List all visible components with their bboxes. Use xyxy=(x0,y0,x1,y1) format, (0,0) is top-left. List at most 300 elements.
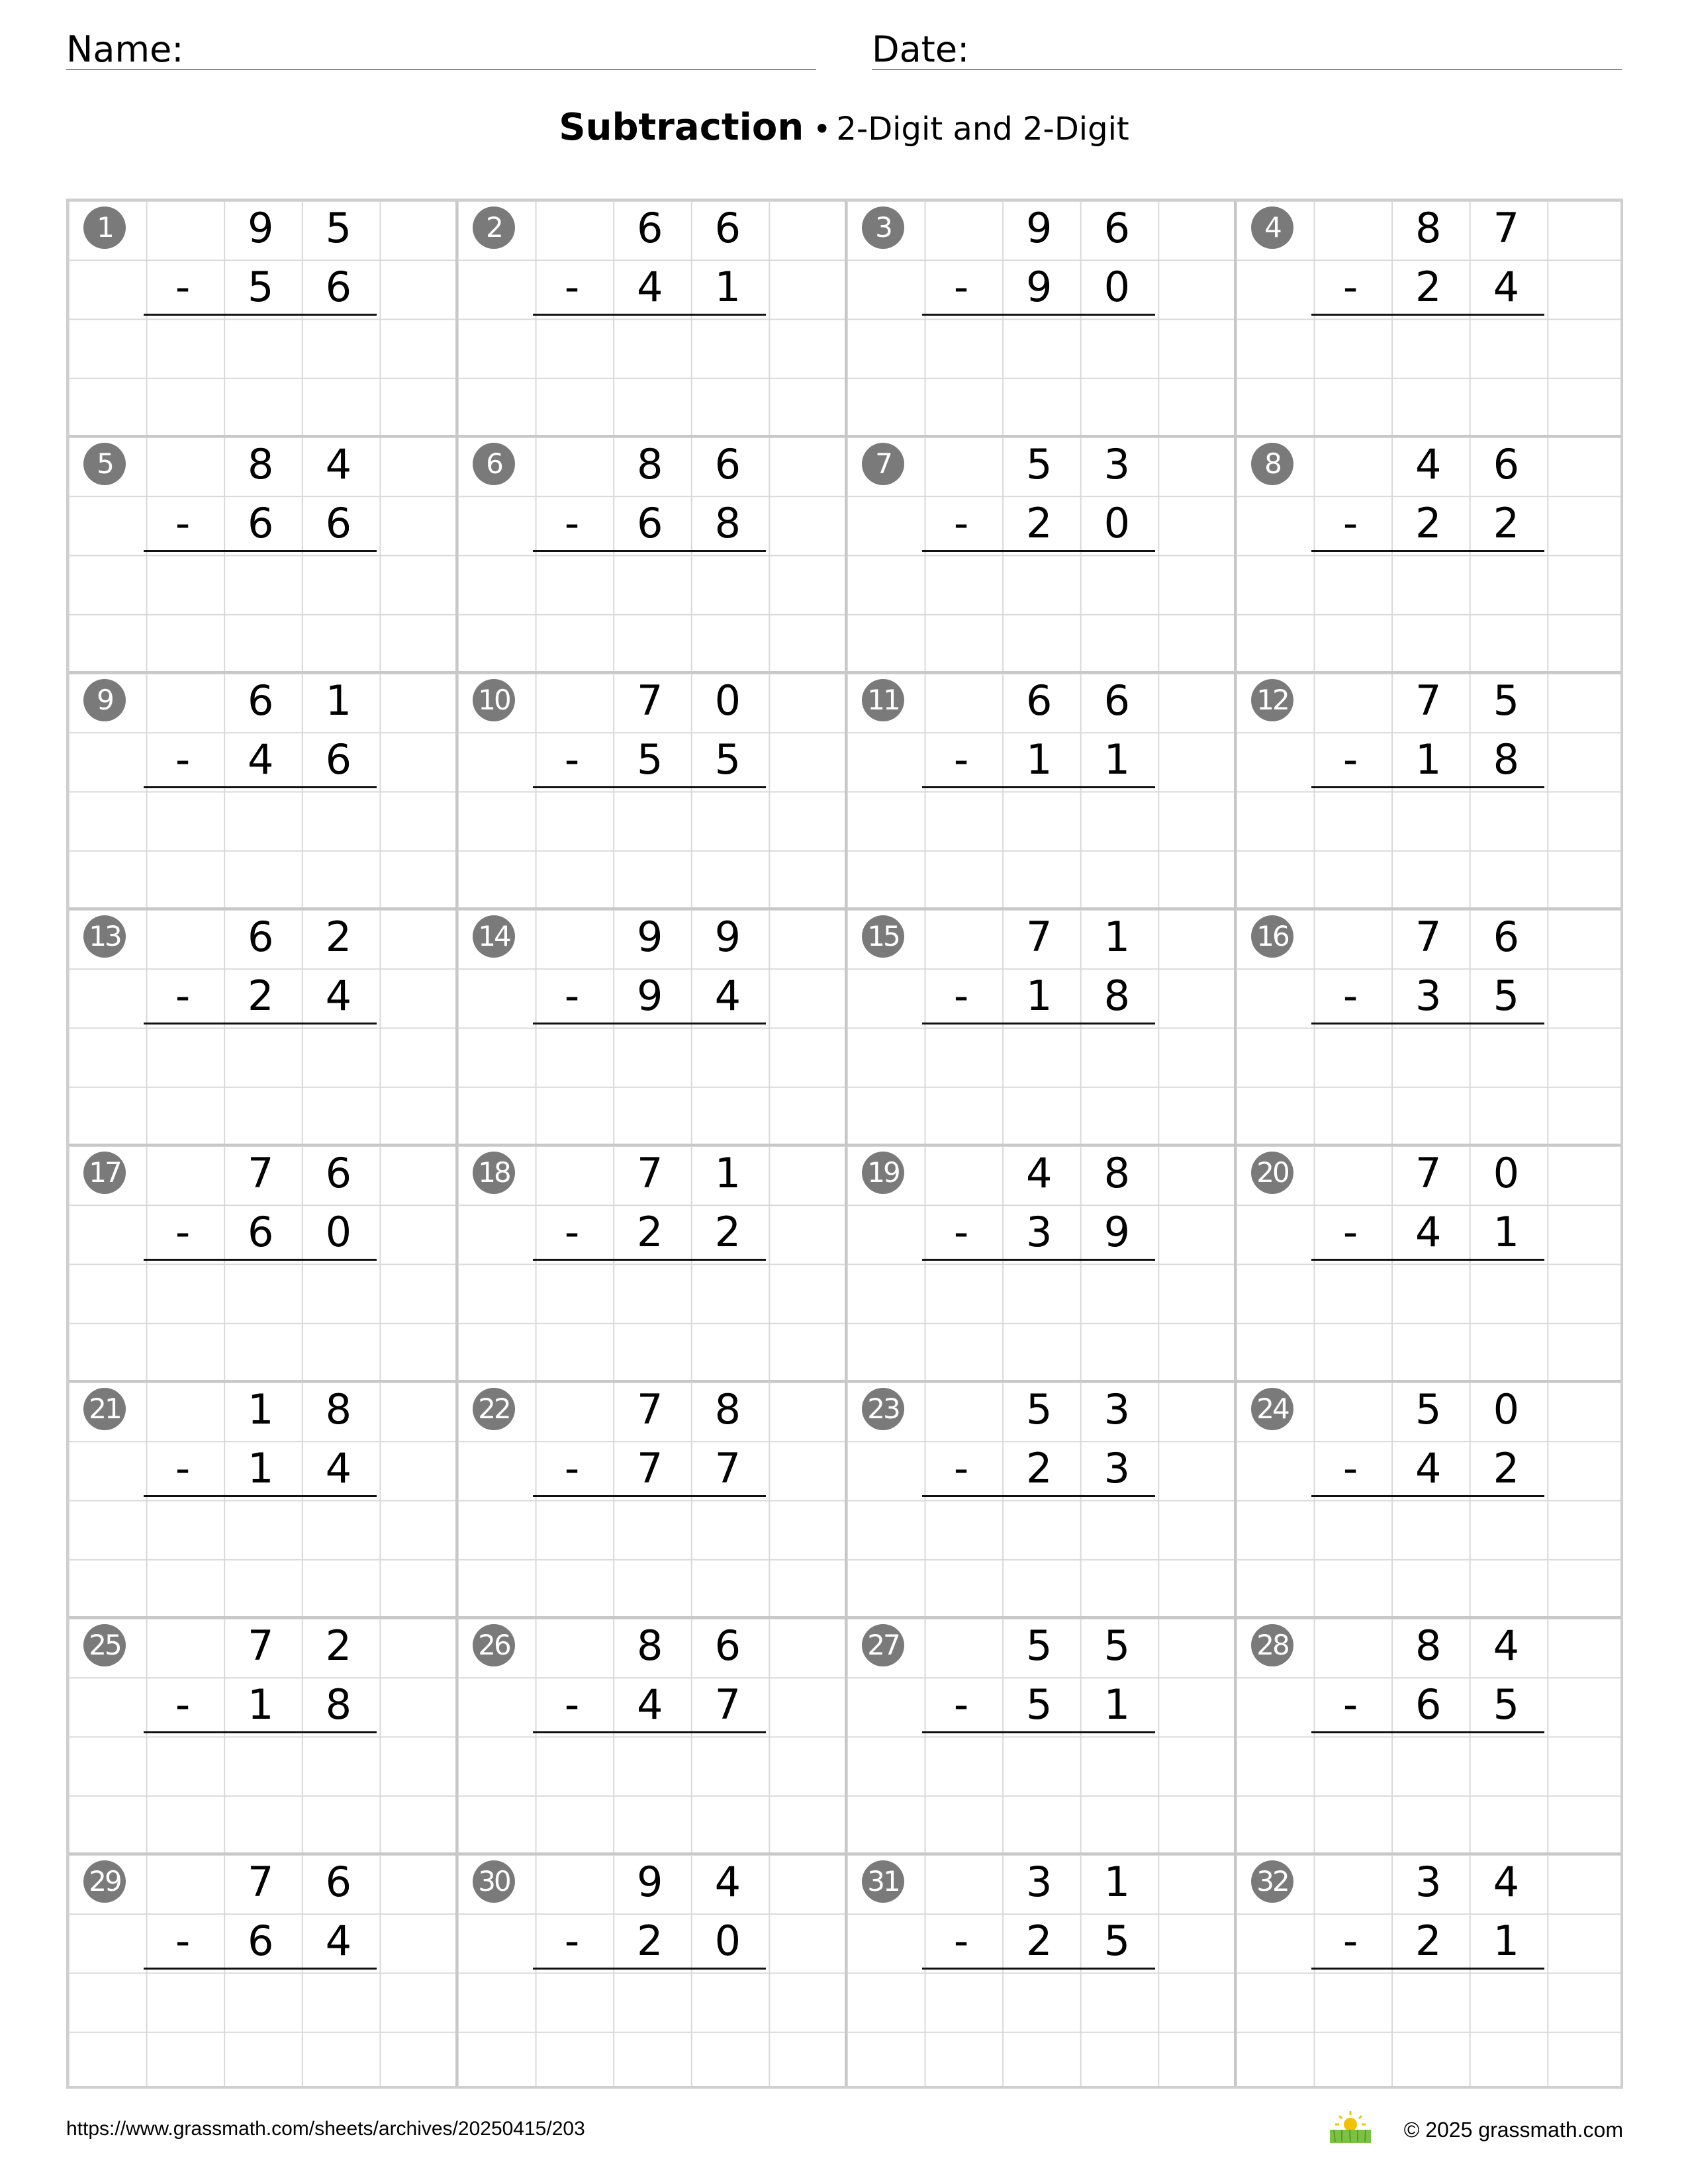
answer-space[interactable] xyxy=(922,789,1155,901)
minuend-digit: 7 xyxy=(1415,913,1442,961)
problem-number-badge: 21 xyxy=(83,1388,126,1430)
problem-number-badge: 8 xyxy=(1251,443,1293,485)
subtrahend-digit: 8 xyxy=(1103,972,1131,1021)
subtrahend-digit: 5 xyxy=(714,735,741,784)
subtrahend-digit: 6 xyxy=(325,735,352,784)
answer-space[interactable] xyxy=(922,1970,1155,2083)
problem-number-badge: 2 xyxy=(473,206,515,249)
subtrahend-digit: 2 xyxy=(1415,263,1442,312)
minus-sign: - xyxy=(175,263,191,312)
problem-number-badge: 9 xyxy=(83,679,126,721)
minus-sign: - xyxy=(953,1444,969,1493)
subtrahend-digit: 4 xyxy=(636,263,663,312)
problem-24 xyxy=(1234,1380,1623,1616)
answer-space[interactable] xyxy=(533,1498,766,1610)
subtrahend-digit: 7 xyxy=(714,1444,741,1493)
answer-space[interactable] xyxy=(922,1261,1155,1374)
subtrahend-digit: 6 xyxy=(1415,1680,1442,1729)
minus-sign: - xyxy=(1342,1917,1358,1966)
subtrahend-digit: 6 xyxy=(247,499,274,548)
problem-number-badge: 29 xyxy=(83,1860,126,1903)
minus-sign: - xyxy=(175,1917,191,1966)
answer-rule xyxy=(922,786,1155,788)
subtrahend-digit: 2 xyxy=(247,972,274,1021)
minus-sign: - xyxy=(175,499,191,548)
problem-22 xyxy=(455,1380,845,1616)
problem-number-badge: 30 xyxy=(473,1860,515,1903)
subtrahend-digit: 5 xyxy=(636,735,663,784)
subtrahend-digit: 5 xyxy=(247,263,274,312)
problem-number-badge: 14 xyxy=(473,915,515,958)
answer-space[interactable] xyxy=(144,789,377,901)
minuend-digit: 7 xyxy=(1493,204,1520,252)
problem-17 xyxy=(66,1144,455,1380)
problem-number-badge: 11 xyxy=(862,679,904,721)
problem-number-badge: 15 xyxy=(862,915,904,958)
answer-rule xyxy=(144,550,377,552)
minuend-digit: 1 xyxy=(247,1385,274,1433)
minuend-digit: 1 xyxy=(1103,1858,1131,1906)
subtrahend-digit: 1 xyxy=(1103,1680,1131,1729)
problem-1 xyxy=(66,199,455,435)
problem-32 xyxy=(1234,1852,1623,2089)
problem-number-badge: 18 xyxy=(473,1152,515,1194)
minuend-digit: 8 xyxy=(1415,1621,1442,1670)
minus-sign: - xyxy=(1342,1444,1358,1493)
answer-space[interactable] xyxy=(144,1025,377,1138)
answer-space[interactable] xyxy=(533,1970,766,2083)
minus-sign: - xyxy=(1342,499,1358,548)
answer-space[interactable] xyxy=(533,1734,766,1846)
problem-number-badge: 22 xyxy=(473,1388,515,1430)
subtrahend-digit: 2 xyxy=(714,1208,741,1257)
minuend-digit: 8 xyxy=(714,1385,741,1433)
answer-space[interactable] xyxy=(1311,1734,1544,1846)
minuend-digit: 6 xyxy=(1025,676,1053,725)
sun-over-grass-icon xyxy=(1327,2110,1374,2144)
subtrahend-digit: 1 xyxy=(1103,735,1131,784)
problem-number-badge: 23 xyxy=(862,1388,904,1430)
subtrahend-digit: 4 xyxy=(247,735,274,784)
minuend-digit: 0 xyxy=(1493,1385,1520,1433)
problem-number-badge: 10 xyxy=(473,679,515,721)
problem-number-badge: 7 xyxy=(862,443,904,485)
subtrahend-digit: 0 xyxy=(1103,263,1131,312)
answer-space[interactable] xyxy=(1311,553,1544,665)
minuend-digit: 2 xyxy=(325,913,352,961)
minus-sign: - xyxy=(953,972,969,1021)
subtrahend-digit: 2 xyxy=(636,1917,663,1966)
problem-number-badge: 25 xyxy=(83,1624,126,1666)
answer-rule xyxy=(1311,1023,1544,1024)
subtrahend-digit: 1 xyxy=(247,1444,274,1493)
answer-space[interactable] xyxy=(1311,316,1544,429)
answer-space[interactable] xyxy=(922,1025,1155,1138)
problem-15 xyxy=(845,907,1234,1144)
answer-space[interactable] xyxy=(922,1734,1155,1846)
minus-sign: - xyxy=(564,972,580,1021)
subtrahend-digit: 0 xyxy=(325,1208,352,1257)
answer-space[interactable] xyxy=(533,316,766,429)
minuend-digit: 7 xyxy=(247,1149,274,1197)
problem-number-badge: 32 xyxy=(1251,1860,1293,1903)
subtrahend-digit: 7 xyxy=(636,1444,663,1493)
minuend-digit: 6 xyxy=(636,204,663,252)
problem-18 xyxy=(455,1144,845,1380)
minus-sign: - xyxy=(564,263,580,312)
subtrahend-digit: 6 xyxy=(325,499,352,548)
answer-rule xyxy=(144,1968,377,1970)
minuend-digit: 3 xyxy=(1025,1858,1053,1906)
minuend-digit: 7 xyxy=(636,676,663,725)
minuend-digit: 7 xyxy=(636,1385,663,1433)
subtrahend-digit: 7 xyxy=(714,1680,741,1729)
subtrahend-digit: 4 xyxy=(325,1917,352,1966)
subtrahend-digit: 4 xyxy=(325,1444,352,1493)
subtrahend-digit: 3 xyxy=(1415,972,1442,1021)
problem-number-badge: 17 xyxy=(83,1152,126,1194)
subtrahend-digit: 0 xyxy=(1103,499,1131,548)
subtrahend-digit: 5 xyxy=(1103,1917,1131,1966)
subtrahend-digit: 9 xyxy=(636,972,663,1021)
answer-rule xyxy=(922,1968,1155,1970)
problem-13 xyxy=(66,907,455,1144)
minuend-digit: 4 xyxy=(1025,1149,1053,1197)
minuend-digit: 3 xyxy=(1415,1858,1442,1906)
minuend-digit: 4 xyxy=(1493,1858,1520,1906)
problem-grid xyxy=(66,199,1623,2089)
answer-rule xyxy=(533,550,766,552)
problem-31 xyxy=(845,1852,1234,2089)
answer-space[interactable] xyxy=(1311,1261,1544,1374)
subtrahend-digit: 9 xyxy=(1103,1208,1131,1257)
subtrahend-digit: 6 xyxy=(636,499,663,548)
minuend-digit: 1 xyxy=(325,676,352,725)
minuend-digit: 8 xyxy=(636,440,663,488)
name-label: Name: xyxy=(66,28,184,70)
answer-rule xyxy=(1311,1968,1544,1970)
minuend-digit: 6 xyxy=(325,1858,352,1906)
subtrahend-digit: 9 xyxy=(1025,263,1053,312)
answer-rule xyxy=(1311,314,1544,316)
minuend-digit: 2 xyxy=(325,1621,352,1670)
subtrahend-digit: 2 xyxy=(1493,499,1520,548)
answer-rule xyxy=(922,550,1155,552)
problem-14 xyxy=(455,907,845,1144)
answer-rule xyxy=(1311,1731,1544,1733)
title-subtitle: 2-Digit and 2-Digit xyxy=(836,111,1129,148)
subtrahend-digit: 5 xyxy=(1493,972,1520,1021)
answer-space[interactable] xyxy=(922,1498,1155,1610)
answer-rule xyxy=(533,1731,766,1733)
date-label: Date: xyxy=(872,28,970,70)
subtrahend-digit: 4 xyxy=(1415,1208,1442,1257)
answer-space[interactable] xyxy=(922,553,1155,665)
minuend-digit: 5 xyxy=(1025,1385,1053,1433)
subtrahend-digit: 1 xyxy=(247,1680,274,1729)
answer-rule xyxy=(1311,1259,1544,1261)
subtrahend-digit: 4 xyxy=(1493,263,1520,312)
minuend-digit: 4 xyxy=(1415,440,1442,488)
minus-sign: - xyxy=(1342,972,1358,1021)
minus-sign: - xyxy=(953,499,969,548)
minus-sign: - xyxy=(175,1680,191,1729)
minuend-digit: 1 xyxy=(714,1149,741,1197)
answer-rule xyxy=(922,1495,1155,1497)
minus-sign: - xyxy=(1342,1680,1358,1729)
answer-rule xyxy=(533,1023,766,1024)
minuend-digit: 9 xyxy=(636,913,663,961)
answer-space[interactable] xyxy=(533,1261,766,1374)
problem-number-badge: 3 xyxy=(862,206,904,249)
minus-sign: - xyxy=(1342,263,1358,312)
subtrahend-digit: 2 xyxy=(1025,499,1053,548)
subtrahend-digit: 2 xyxy=(1415,499,1442,548)
minuend-digit: 5 xyxy=(1103,1621,1131,1670)
minuend-digit: 6 xyxy=(714,204,741,252)
answer-rule xyxy=(533,786,766,788)
problem-16 xyxy=(1234,907,1623,1144)
subtrahend-digit: 3 xyxy=(1103,1444,1131,1493)
problem-10 xyxy=(455,671,845,907)
answer-rule xyxy=(144,1023,377,1024)
problem-number-badge: 24 xyxy=(1251,1388,1293,1430)
minuend-digit: 5 xyxy=(1025,440,1053,488)
minus-sign: - xyxy=(175,972,191,1021)
minus-sign: - xyxy=(564,499,580,548)
answer-rule xyxy=(1311,1495,1544,1497)
answer-rule xyxy=(533,1259,766,1261)
problem-7 xyxy=(845,435,1234,671)
minuend-digit: 6 xyxy=(247,913,274,961)
problem-26 xyxy=(455,1616,845,1852)
worksheet-title xyxy=(0,106,1688,149)
problem-number-badge: 26 xyxy=(473,1624,515,1666)
subtrahend-digit: 1 xyxy=(714,263,741,312)
answer-space[interactable] xyxy=(533,789,766,901)
answer-space[interactable] xyxy=(144,1970,377,2083)
answer-rule xyxy=(1311,786,1544,788)
problem-number-badge: 13 xyxy=(83,915,126,958)
problem-29 xyxy=(66,1852,455,2089)
problem-23 xyxy=(845,1380,1234,1616)
subtrahend-digit: 8 xyxy=(325,1680,352,1729)
minuend-digit: 7 xyxy=(247,1858,274,1906)
footer-copyright: © 2025 grassmath.com xyxy=(1403,2118,1623,2142)
subtrahend-digit: 3 xyxy=(1025,1208,1053,1257)
minus-sign: - xyxy=(564,1444,580,1493)
problem-number-badge: 4 xyxy=(1251,206,1293,249)
subtrahend-digit: 2 xyxy=(1025,1917,1053,1966)
problem-number-badge: 12 xyxy=(1251,679,1293,721)
minuend-digit: 6 xyxy=(1103,204,1131,252)
minus-sign: - xyxy=(564,1680,580,1729)
problem-2 xyxy=(455,199,845,435)
answer-rule xyxy=(533,1495,766,1497)
minuend-digit: 3 xyxy=(1103,440,1131,488)
problem-number-badge: 6 xyxy=(473,443,515,485)
answer-rule xyxy=(1311,550,1544,552)
problem-number-badge: 28 xyxy=(1251,1624,1293,1666)
subtrahend-digit: 1 xyxy=(1415,735,1442,784)
answer-space[interactable] xyxy=(144,553,377,665)
minus-sign: - xyxy=(1342,1208,1358,1257)
answer-space[interactable] xyxy=(1311,1970,1544,2083)
minus-sign: - xyxy=(953,263,969,312)
minus-sign: - xyxy=(564,735,580,784)
problem-3 xyxy=(845,199,1234,435)
minuend-digit: 8 xyxy=(325,1385,352,1433)
minuend-digit: 8 xyxy=(1103,1149,1131,1197)
minuend-digit: 6 xyxy=(714,1621,741,1670)
answer-space[interactable] xyxy=(533,553,766,665)
minuend-digit: 5 xyxy=(1493,676,1520,725)
minuend-digit: 6 xyxy=(1493,440,1520,488)
minuend-digit: 8 xyxy=(1415,204,1442,252)
subtrahend-digit: 6 xyxy=(247,1208,274,1257)
answer-space[interactable] xyxy=(144,1734,377,1846)
minuend-digit: 8 xyxy=(247,440,274,488)
minuend-digit: 7 xyxy=(1415,676,1442,725)
minuend-digit: 0 xyxy=(714,676,741,725)
problem-9 xyxy=(66,671,455,907)
answer-rule xyxy=(144,1495,377,1497)
subtrahend-digit: 2 xyxy=(1025,1444,1053,1493)
minuend-digit: 9 xyxy=(714,913,741,961)
minuend-digit: 6 xyxy=(714,440,741,488)
minus-sign: - xyxy=(953,1917,969,1966)
minuend-digit: 5 xyxy=(1415,1385,1442,1433)
subtrahend-digit: 8 xyxy=(714,499,741,548)
subtrahend-digit: 1 xyxy=(1025,972,1053,1021)
problem-number-badge: 27 xyxy=(862,1624,904,1666)
problem-19 xyxy=(845,1144,1234,1380)
answer-space[interactable] xyxy=(144,1261,377,1374)
subtrahend-digit: 2 xyxy=(636,1208,663,1257)
problem-5 xyxy=(66,435,455,671)
subtrahend-digit: 0 xyxy=(714,1917,741,1966)
problem-number-badge: 31 xyxy=(862,1860,904,1903)
answer-rule xyxy=(533,314,766,316)
problem-12 xyxy=(1234,671,1623,907)
minus-sign: - xyxy=(953,1208,969,1257)
problem-number-badge: 16 xyxy=(1251,915,1293,958)
footer-url: https://www.grassmath.com/sheets/archives/20250415/203 xyxy=(66,2118,585,2140)
minus-sign: - xyxy=(953,1680,969,1729)
subtrahend-digit: 5 xyxy=(1025,1680,1053,1729)
subtrahend-digit: 4 xyxy=(325,972,352,1021)
subtrahend-digit: 6 xyxy=(247,1917,274,1966)
subtrahend-digit: 4 xyxy=(714,972,741,1021)
answer-rule xyxy=(533,1968,766,1970)
problem-number-badge: 5 xyxy=(83,443,126,485)
problem-11 xyxy=(845,671,1234,907)
minuend-digit: 7 xyxy=(247,1621,274,1670)
minuend-digit: 9 xyxy=(1025,204,1053,252)
answer-space[interactable] xyxy=(1311,1025,1544,1138)
problem-30 xyxy=(455,1852,845,2089)
problem-number-badge: 19 xyxy=(862,1152,904,1194)
problem-20 xyxy=(1234,1144,1623,1380)
answer-space[interactable] xyxy=(1311,1498,1544,1610)
minus-sign: - xyxy=(564,1208,580,1257)
date-field[interactable] xyxy=(872,24,1622,70)
problem-25 xyxy=(66,1616,455,1852)
minuend-digit: 3 xyxy=(1103,1385,1131,1433)
answer-rule xyxy=(922,1731,1155,1733)
answer-rule xyxy=(922,1023,1155,1024)
subtrahend-digit: 2 xyxy=(1415,1917,1442,1966)
name-field[interactable] xyxy=(66,24,816,70)
problem-4 xyxy=(1234,199,1623,435)
minuend-digit: 7 xyxy=(1415,1149,1442,1197)
problem-number-badge: 1 xyxy=(83,206,126,249)
answer-space[interactable] xyxy=(144,1498,377,1610)
minuend-digit: 7 xyxy=(1025,913,1053,961)
subtrahend-digit: 4 xyxy=(636,1680,663,1729)
minuend-digit: 1 xyxy=(1103,913,1131,961)
minuend-digit: 6 xyxy=(247,676,274,725)
minuend-digit: 6 xyxy=(325,1149,352,1197)
minuend-digit: 8 xyxy=(636,1621,663,1670)
answer-space[interactable] xyxy=(1311,789,1544,901)
minus-sign: - xyxy=(953,735,969,784)
answer-rule xyxy=(144,1259,377,1261)
subtrahend-digit: 1 xyxy=(1493,1208,1520,1257)
minuend-digit: 5 xyxy=(1025,1621,1053,1670)
minus-sign: - xyxy=(175,735,191,784)
answer-rule xyxy=(922,1259,1155,1261)
minuend-digit: 9 xyxy=(636,1858,663,1906)
title-main: Subtraction xyxy=(559,106,804,149)
minus-sign: - xyxy=(175,1444,191,1493)
minus-sign: - xyxy=(175,1208,191,1257)
answer-rule xyxy=(144,314,377,316)
minuend-digit: 4 xyxy=(714,1858,741,1906)
subtrahend-digit: 1 xyxy=(1025,735,1053,784)
answer-space[interactable] xyxy=(922,316,1155,429)
minuend-digit: 7 xyxy=(636,1149,663,1197)
minuend-digit: 4 xyxy=(325,440,352,488)
subtrahend-digit: 8 xyxy=(1493,735,1520,784)
minus-sign: - xyxy=(1342,735,1358,784)
problem-6 xyxy=(455,435,845,671)
problem-28 xyxy=(1234,1616,1623,1852)
problem-number-badge: 20 xyxy=(1251,1152,1293,1194)
problem-8 xyxy=(1234,435,1623,671)
minuend-digit: 6 xyxy=(1103,676,1131,725)
problem-27 xyxy=(845,1616,1234,1852)
subtrahend-digit: 2 xyxy=(1493,1444,1520,1493)
subtrahend-digit: 1 xyxy=(1493,1917,1520,1966)
minuend-digit: 9 xyxy=(247,204,274,252)
minuend-digit: 0 xyxy=(1493,1149,1520,1197)
minus-sign: - xyxy=(564,1917,580,1966)
answer-rule xyxy=(144,1731,377,1733)
minuend-digit: 5 xyxy=(325,204,352,252)
minuend-digit: 6 xyxy=(1493,913,1520,961)
subtrahend-digit: 6 xyxy=(325,263,352,312)
title-bullet: • xyxy=(813,111,831,147)
problem-21 xyxy=(66,1380,455,1616)
minuend-digit: 4 xyxy=(1493,1621,1520,1670)
answer-rule xyxy=(922,314,1155,316)
subtrahend-digit: 4 xyxy=(1415,1444,1442,1493)
subtrahend-digit: 5 xyxy=(1493,1680,1520,1729)
answer-space[interactable] xyxy=(533,1025,766,1138)
answer-space[interactable] xyxy=(144,316,377,429)
answer-rule xyxy=(144,786,377,788)
